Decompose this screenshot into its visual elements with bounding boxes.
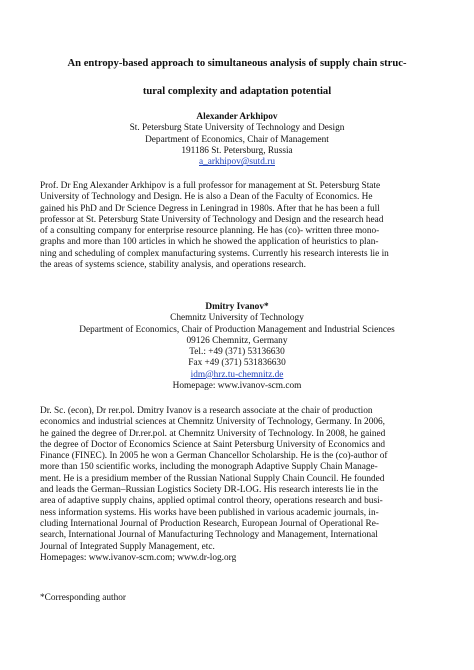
bio-line: graphs and more than 100 articles in which he showed the application of heuristics to plan- <box>40 237 379 248</box>
bio-line: gained his PhD and Dr Science Degress in Leningrad in 1980s. After that he has been a full <box>40 203 380 214</box>
author2-homepage: Homepage: www.ivanov-scm.com <box>172 381 302 392</box>
corresponding-author-footnote: *Corresponding author <box>40 593 126 603</box>
author1-affiliation-block <box>40 112 434 168</box>
author1-biography <box>40 181 434 271</box>
author2-affiliation-department: Department of Economics, Chair of Production Management and Industrial Sciences <box>79 324 395 335</box>
bio-line: University of Technology and Design. He is also a Dean of the Faculty of Economics. He <box>40 192 373 203</box>
bio-line: search, International Journal of Manufacturing Technology and Management, International <box>40 530 378 541</box>
author2-fax: Fax +49 (371) 531836630 <box>188 358 286 369</box>
author2-telephone: Tel.: +49 (371) 53136630 <box>189 347 285 358</box>
bio-line: more than 150 scientific works, including the monograph Adaptive Supply Chain Manage- <box>40 462 378 473</box>
author1-name: Alexander Arkhipov <box>196 112 278 122</box>
bio-line: Prof. Dr Eng Alexander Arkhipov is a full professor for management at St. Petersburg State <box>40 181 381 191</box>
author2-biography <box>40 406 434 564</box>
author2-address: 09126 Chemnitz, Germany <box>186 335 288 346</box>
bio-line: ness information systems. His works have been published in various academic journals, in- <box>40 507 379 518</box>
author2-name: Dmitry Ivanov* <box>205 302 269 312</box>
bio-line: the degree of Doctor of Economics Science at Saint Petersburg University of Economics and <box>40 439 386 450</box>
bio-line: of a consulting company for enterprise resource planning. He has (co)- written three mono- <box>40 226 380 237</box>
bio-line: economics and industrial sciences at Chemnitz University of Technology, Germany. In 2006, <box>40 417 385 428</box>
bio-line: professor at St. Petersburg State University of Technology and Design and the research head <box>40 214 384 225</box>
bio-line: area of adaptive supply chains, applied optimal control theory, operations research and busi- <box>40 496 383 507</box>
bio-line: and leads the German–Russian Logistics Society DR-LOG. His research interests lie in the <box>40 485 378 496</box>
bio-line: Journal of Integrated Supply Management, etc. <box>40 541 215 552</box>
author1-affiliation-university: St. Petersburg State University of Technology and Design <box>129 123 345 134</box>
author2-email-link[interactable]: idm@hrz.tu-chemnitz.de <box>190 369 284 380</box>
author2-affiliation-block <box>40 302 434 392</box>
paper-title-line-1: An entropy-based approach to simultaneous analysis of supply chain struc- <box>67 58 407 69</box>
bio-line: Homepages: www.ivanov-scm.com; www.dr-log.org <box>40 552 237 563</box>
bio-line: cluding International Journal of Production Research, European Journal of Operational Re- <box>40 518 379 529</box>
author1-address: 191186 St. Petersburg, Russia <box>181 145 293 156</box>
paper-title-line-2: tural complexity and adaptation potential <box>142 86 332 97</box>
bio-line: Dr. Sc. (econ), Dr rer.pol. Dmitry Ivanov is a research associate at the chair of production <box>40 406 373 416</box>
bio-line: he gained the degree of Dr.rer.pol. at Chemnitz University of Technology. In 2008, he gained <box>40 428 386 439</box>
author1-email-link[interactable]: a_arkhipov@sutd.ru <box>199 157 275 168</box>
author1-affiliation-department: Department of Economics, Chair of Management <box>145 134 329 145</box>
bio-line: ment. He is a presidium member of the Russian National Supply Chain Council. He founded <box>40 473 385 484</box>
bio-line: ning and scheduling of complex manufacturing systems. Currently his research interests lie in <box>40 248 389 259</box>
bio-line: Finance (FINEC). In 2005 he won a German Chancellor Scholarship. He is the (co)-author of <box>40 451 388 462</box>
author2-affiliation-university: Chemnitz University of Technology <box>170 313 304 324</box>
bio-line: the areas of systems science, stability analysis, and operations research. <box>40 260 306 271</box>
